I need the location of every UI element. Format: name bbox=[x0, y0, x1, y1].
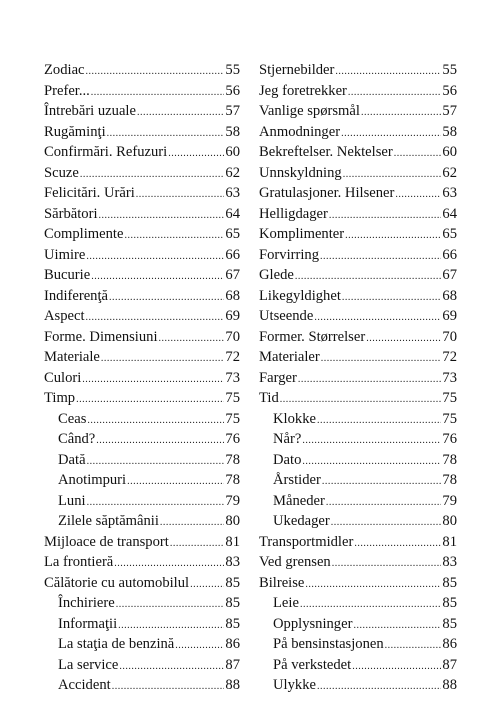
dot-leader bbox=[345, 226, 441, 247]
toc-page-number: 56 bbox=[442, 82, 457, 99]
dot-leader bbox=[326, 493, 442, 514]
toc-page-number: 75 bbox=[442, 410, 457, 427]
dot-leader bbox=[366, 329, 441, 350]
toc-entry bbox=[259, 552, 457, 573]
toc-subentry bbox=[259, 491, 457, 512]
toc-page-number: 83 bbox=[442, 554, 457, 570]
toc-subentry bbox=[44, 491, 240, 512]
toc-entry bbox=[259, 265, 457, 286]
toc-page-number: 78 bbox=[442, 451, 457, 468]
dot-leader bbox=[300, 595, 441, 616]
toc-entry-label: Mijloace de transport bbox=[44, 533, 169, 550]
toc-entry bbox=[44, 327, 240, 348]
toc-entry-label: På verkstedet bbox=[273, 656, 352, 673]
toc-entry-label: Luni bbox=[58, 492, 86, 509]
dot-leader bbox=[190, 575, 224, 596]
toc-entry bbox=[44, 101, 240, 122]
toc-page-number: 63 bbox=[225, 185, 240, 201]
toc-page-number: 85 bbox=[442, 595, 457, 611]
toc-entry-label: Când? bbox=[58, 431, 96, 447]
toc-page-number: 62 bbox=[442, 164, 457, 181]
toc-page-number: 80 bbox=[442, 513, 457, 529]
toc-page-number: 73 bbox=[442, 369, 457, 386]
toc-page-number: 79 bbox=[225, 492, 240, 509]
dot-leader bbox=[354, 534, 441, 555]
toc-entry-label: Complimente bbox=[44, 226, 124, 242]
toc-subentry bbox=[259, 634, 457, 655]
dot-leader bbox=[331, 513, 442, 534]
dot-leader bbox=[159, 329, 225, 350]
toc-entry-label: Unnskyldning bbox=[259, 164, 342, 181]
toc-page-number: 85 bbox=[225, 615, 240, 632]
toc-page-number: 78 bbox=[442, 472, 457, 488]
toc-page-number: 85 bbox=[442, 574, 457, 591]
toc-subentry bbox=[44, 511, 240, 532]
toc-entry bbox=[259, 347, 457, 368]
toc-page-number: 58 bbox=[442, 123, 457, 140]
dot-leader bbox=[343, 165, 442, 186]
toc-entry bbox=[44, 347, 240, 368]
toc-entry bbox=[44, 286, 240, 307]
dot-leader bbox=[170, 534, 225, 555]
toc-page-number: 58 bbox=[225, 123, 240, 140]
toc-entry bbox=[259, 122, 457, 143]
toc-page-number: 68 bbox=[225, 287, 240, 304]
toc-entry-label: Forme. Dimensiuni bbox=[44, 328, 158, 345]
toc-page-number: 85 bbox=[225, 595, 240, 611]
dot-leader bbox=[87, 411, 224, 432]
toc-page-number: 79 bbox=[442, 492, 457, 509]
dot-leader bbox=[86, 247, 224, 268]
toc-page-number: 81 bbox=[442, 533, 457, 550]
toc-page-number: 69 bbox=[442, 308, 457, 324]
dot-leader bbox=[160, 513, 225, 534]
dot-leader bbox=[136, 185, 225, 206]
toc-entry bbox=[259, 60, 457, 81]
toc-entry-label: Leie bbox=[273, 595, 299, 611]
toc-entry bbox=[44, 388, 240, 409]
toc-entry bbox=[259, 388, 457, 409]
dot-leader bbox=[127, 472, 224, 493]
toc-page-number: 68 bbox=[442, 287, 457, 304]
toc-entry-label: Culori bbox=[44, 369, 82, 386]
toc-subentry bbox=[259, 429, 457, 450]
dot-leader bbox=[114, 554, 224, 575]
dot-leader bbox=[332, 554, 442, 575]
toc-page-number: 87 bbox=[442, 656, 457, 673]
toc-entry bbox=[259, 532, 457, 553]
toc-entry-label: Bekreftelser. Nektelser bbox=[259, 144, 393, 160]
toc-entry-label: Felicitări. Urări bbox=[44, 185, 135, 201]
dot-leader bbox=[86, 308, 225, 329]
toc-subentry bbox=[259, 511, 457, 532]
dot-leader bbox=[352, 657, 441, 678]
toc-entry bbox=[259, 306, 457, 327]
toc-entry bbox=[44, 265, 240, 286]
toc-entry bbox=[259, 368, 457, 389]
toc-subentry bbox=[44, 470, 240, 491]
toc-entry bbox=[259, 81, 457, 102]
toc-entry bbox=[44, 142, 240, 163]
toc-entry-label: Materialer bbox=[259, 349, 320, 365]
toc-entry-label: Ved grensen bbox=[259, 554, 331, 570]
toc-subentry bbox=[259, 614, 457, 635]
toc-page-number: 78 bbox=[225, 472, 240, 488]
toc-subentry bbox=[44, 655, 240, 676]
toc-entry-label: Klokke bbox=[273, 410, 316, 427]
toc-subentry bbox=[259, 593, 457, 614]
dot-leader bbox=[320, 247, 441, 268]
toc-entry bbox=[44, 224, 240, 245]
toc-page-number: 65 bbox=[225, 226, 240, 242]
toc-page-number: 86 bbox=[225, 636, 240, 652]
toc-page-number: 69 bbox=[225, 308, 240, 324]
toc-subentry bbox=[44, 409, 240, 430]
toc-page-number: 72 bbox=[442, 349, 457, 365]
dot-leader bbox=[168, 144, 224, 165]
dot-leader bbox=[137, 103, 224, 124]
toc-entry-label: Jeg foretrekker bbox=[259, 82, 347, 99]
toc-entry bbox=[259, 327, 457, 348]
toc-page-number: 75 bbox=[225, 410, 240, 427]
toc-page-number: 55 bbox=[225, 62, 240, 78]
toc-entry-label: På bensinstasjonen bbox=[273, 636, 384, 652]
dot-leader bbox=[317, 411, 441, 432]
dot-leader bbox=[321, 349, 442, 370]
toc-page-number: 73 bbox=[225, 369, 240, 386]
toc-subentry bbox=[259, 675, 457, 696]
toc-entry bbox=[44, 163, 240, 184]
toc-entry-label: Årstider bbox=[273, 472, 321, 488]
toc-entry-label: Former. Størrelser bbox=[259, 328, 366, 345]
dot-leader bbox=[91, 267, 224, 288]
toc-subentry bbox=[44, 450, 240, 471]
dot-leader bbox=[80, 165, 225, 186]
toc-entry-label: Anmodninger bbox=[259, 123, 341, 140]
toc-page-number: 78 bbox=[225, 451, 240, 468]
toc-page-number: 57 bbox=[225, 103, 240, 119]
toc-entry bbox=[259, 573, 457, 594]
toc-entry-label: Confirmări. Refuzuri bbox=[44, 144, 168, 160]
toc-entry bbox=[44, 573, 240, 594]
toc-entry-label: Forvirring bbox=[259, 246, 319, 263]
dot-leader bbox=[302, 431, 441, 452]
dot-leader bbox=[298, 370, 442, 391]
toc-subentry bbox=[44, 675, 240, 696]
dot-leader bbox=[314, 308, 441, 329]
toc-entry bbox=[44, 532, 240, 553]
toc-entry bbox=[259, 286, 457, 307]
toc-entry-label: Måneder bbox=[273, 492, 325, 509]
toc-entry-label: Întrebări uzuale bbox=[44, 103, 136, 119]
toc-entry-label: Bilreise bbox=[259, 574, 305, 591]
toc-entry-label: Gratulasjoner. Hilsener bbox=[259, 185, 395, 201]
dot-leader bbox=[101, 349, 224, 370]
toc-page-number: 56 bbox=[225, 82, 240, 99]
toc-entry bbox=[259, 142, 457, 163]
toc-page-number: 88 bbox=[442, 677, 457, 693]
dot-leader bbox=[280, 390, 442, 411]
toc-column-romanian bbox=[44, 60, 240, 696]
toc-entry-label: Utseende bbox=[259, 308, 314, 324]
toc-entry bbox=[44, 306, 240, 327]
toc-subentry bbox=[44, 593, 240, 614]
dot-leader bbox=[335, 62, 441, 83]
dot-leader bbox=[295, 267, 442, 288]
toc-entry-label: Indiferenţă bbox=[44, 287, 109, 304]
toc-entry-label: Călătorie cu automobilul bbox=[44, 574, 190, 591]
toc-page-number: 63 bbox=[442, 185, 457, 201]
toc-entry-label: Dată bbox=[58, 451, 86, 468]
dot-leader bbox=[96, 431, 224, 452]
toc-entry bbox=[259, 204, 457, 225]
toc-entry-label: Informaţii bbox=[58, 615, 118, 632]
toc-page-number: 75 bbox=[225, 390, 240, 406]
toc-page-number: 62 bbox=[225, 164, 240, 181]
toc-entry-label: Tid bbox=[259, 390, 279, 406]
toc-page-number: 81 bbox=[225, 533, 240, 550]
toc-subentry bbox=[259, 470, 457, 491]
toc-entry bbox=[44, 183, 240, 204]
toc-page-number: 87 bbox=[225, 656, 240, 673]
toc-page-number: 83 bbox=[225, 554, 240, 570]
toc-subentry bbox=[259, 450, 457, 471]
toc-page-number: 55 bbox=[442, 62, 457, 78]
toc-entry-label: Ulykke bbox=[273, 677, 316, 693]
toc-entry-label: Prefer... bbox=[44, 82, 90, 99]
toc-entry-label: Likegyldighet bbox=[259, 287, 341, 304]
dot-leader bbox=[317, 677, 441, 698]
toc-page-number: 80 bbox=[225, 513, 240, 529]
toc-page-number: 86 bbox=[442, 636, 457, 652]
toc-entry-label: Glede bbox=[259, 267, 294, 283]
dot-leader bbox=[91, 83, 225, 104]
toc-entry-label: Ukedager bbox=[273, 513, 330, 529]
toc-subentry bbox=[44, 429, 240, 450]
toc-page-number: 70 bbox=[225, 328, 240, 345]
dot-leader bbox=[361, 103, 441, 124]
toc-entry-label: La frontieră bbox=[44, 554, 114, 570]
toc-entry-label: Zodiac bbox=[44, 62, 85, 78]
dot-leader bbox=[342, 288, 442, 309]
toc-page-number: 65 bbox=[442, 226, 457, 242]
dot-leader bbox=[112, 677, 225, 698]
toc-entry-label: Helligdager bbox=[259, 205, 328, 222]
toc-entry-label: Stjernebilder bbox=[259, 62, 335, 78]
toc-entry-label: Uimire bbox=[44, 246, 86, 263]
toc-entry-label: Închiriere bbox=[58, 595, 115, 611]
dot-leader bbox=[175, 636, 224, 657]
dot-leader bbox=[87, 493, 225, 514]
toc-entry bbox=[259, 245, 457, 266]
dot-leader bbox=[118, 616, 224, 637]
toc-entry-label: Materiale bbox=[44, 349, 100, 365]
dot-leader bbox=[395, 185, 441, 206]
toc-page-number: 85 bbox=[225, 574, 240, 591]
toc-entry-label: Accident bbox=[58, 677, 111, 693]
toc-page-number: 66 bbox=[225, 246, 240, 263]
toc-entry bbox=[259, 101, 457, 122]
toc-entry-label: Vanlige spørsmål bbox=[259, 103, 360, 119]
toc-subentry bbox=[259, 409, 457, 430]
dot-leader bbox=[87, 452, 225, 473]
toc-entry-label: Scuze bbox=[44, 164, 79, 181]
toc-entry-label: Dato bbox=[273, 451, 302, 468]
dot-leader bbox=[99, 206, 225, 227]
dot-leader bbox=[305, 575, 441, 596]
toc-entry bbox=[44, 204, 240, 225]
toc-subentry bbox=[259, 655, 457, 676]
toc-entry-label: Transportmidler bbox=[259, 533, 354, 550]
toc-entry-label: Aspect bbox=[44, 308, 85, 324]
toc-page-number: 85 bbox=[442, 615, 457, 632]
toc-page-number: 67 bbox=[442, 267, 457, 283]
toc-entry bbox=[259, 183, 457, 204]
toc-page-number: 67 bbox=[225, 267, 240, 283]
toc-entry-label: La staţia de benzină bbox=[58, 636, 175, 652]
toc-entry-label: Farger bbox=[259, 369, 297, 386]
dot-leader bbox=[341, 124, 441, 145]
toc-page-number: 72 bbox=[225, 349, 240, 365]
toc-entry-label: Rugăminţi bbox=[44, 123, 106, 140]
dot-leader bbox=[86, 62, 225, 83]
dot-leader bbox=[329, 206, 442, 227]
dot-leader bbox=[353, 616, 441, 637]
toc-entry-label: Komplimenter bbox=[259, 226, 345, 242]
dot-leader bbox=[124, 226, 224, 247]
dot-leader bbox=[302, 452, 441, 473]
dot-leader bbox=[82, 370, 224, 391]
toc-entry bbox=[44, 81, 240, 102]
toc-page-number: 60 bbox=[442, 144, 457, 160]
dot-leader bbox=[116, 595, 225, 616]
dot-leader bbox=[322, 472, 442, 493]
toc-page-number: 60 bbox=[225, 144, 240, 160]
toc-page-number: 75 bbox=[442, 390, 457, 406]
toc-entry bbox=[44, 368, 240, 389]
toc-entry-label: Opplysninger bbox=[273, 615, 353, 632]
toc-page-number: 64 bbox=[225, 205, 240, 222]
toc-entry bbox=[44, 60, 240, 81]
dot-leader bbox=[119, 657, 224, 678]
toc-entry bbox=[259, 224, 457, 245]
toc-page-number: 70 bbox=[442, 328, 457, 345]
dot-leader bbox=[76, 390, 224, 411]
toc-subentry bbox=[44, 634, 240, 655]
toc-entry bbox=[44, 122, 240, 143]
toc-entry-label: Timp bbox=[44, 390, 76, 406]
toc-entry bbox=[44, 245, 240, 266]
dot-leader bbox=[394, 144, 442, 165]
toc-entry bbox=[44, 552, 240, 573]
toc-page-number: 76 bbox=[442, 431, 457, 447]
toc-page-number: 64 bbox=[442, 205, 457, 222]
toc-entry-label: Ceas bbox=[58, 410, 87, 427]
toc-subentry bbox=[44, 614, 240, 635]
dot-leader bbox=[107, 124, 225, 145]
toc-entry bbox=[259, 163, 457, 184]
toc-page-number: 57 bbox=[442, 103, 457, 119]
dot-leader bbox=[385, 636, 442, 657]
toc-entry-label: Sărbători bbox=[44, 205, 98, 222]
toc-entry-label: Zilele săptămânii bbox=[58, 513, 159, 529]
dot-leader bbox=[109, 288, 224, 309]
dot-leader bbox=[348, 83, 441, 104]
toc-entry-label: Når? bbox=[273, 431, 302, 447]
toc-entry-label: Anotimpuri bbox=[58, 472, 127, 488]
toc-page-number: 88 bbox=[225, 677, 240, 693]
toc-column-norwegian bbox=[259, 60, 457, 696]
toc-entry-label: Bucurie bbox=[44, 267, 91, 283]
toc-page-number: 76 bbox=[225, 431, 240, 447]
toc-entry-label: La service bbox=[58, 656, 119, 673]
toc-page-number: 66 bbox=[442, 246, 457, 263]
